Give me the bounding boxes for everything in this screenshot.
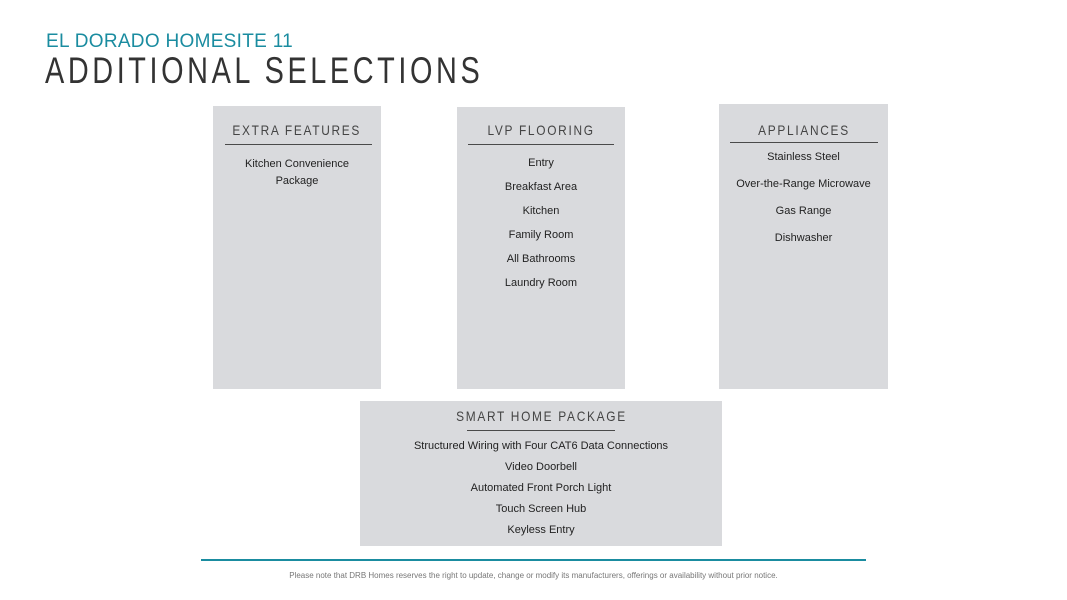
page-title: ADDITIONAL SELECTIONS: [45, 50, 484, 91]
extra-features-panel: [213, 106, 381, 389]
list-item: Breakfast Area: [504, 181, 578, 193]
smart-home-divider: [467, 430, 615, 431]
lvp-flooring-panel: [457, 107, 625, 389]
extra-features-divider: [225, 144, 372, 145]
page-subtitle: EL DORADO HOMESITE 11: [46, 31, 294, 52]
list-item: Gas Range: [775, 205, 832, 217]
list-item: Laundry Room: [504, 277, 578, 289]
lvp-flooring-heading: LVP FLOORING: [487, 122, 595, 138]
list-item: Automated Front Porch Light: [470, 482, 612, 494]
list-item: Family Room: [508, 229, 574, 241]
list-item: All Bathrooms: [506, 253, 576, 265]
list-item: Dishwasher: [774, 232, 833, 244]
list-item: Touch Screen Hub: [495, 503, 587, 515]
list-item: Keyless Entry: [507, 524, 575, 536]
appliances-list: [719, 144, 888, 252]
smart-home-list: [360, 436, 722, 541]
appliances-divider: [730, 142, 878, 143]
appliances-heading: APPLIANCES: [757, 122, 850, 138]
footer-divider: [201, 559, 866, 561]
smart-home-panel: [360, 401, 722, 546]
list-item: Structured Wiring with Four CAT6 Data Connections: [413, 440, 669, 452]
list-item: Kitchen: [522, 205, 560, 217]
list-item: Over-the-Range Microwave: [736, 178, 871, 190]
list-item: Video Doorbell: [505, 461, 577, 473]
appliances-panel: [719, 104, 888, 389]
list-item: Package: [275, 175, 319, 187]
list-item: Kitchen Convenience: [245, 158, 349, 170]
list-item: Entry: [528, 157, 554, 169]
extra-features-list: [213, 156, 381, 190]
extra-features-heading: EXTRA FEATURES: [232, 122, 362, 138]
footer-disclaimer: Please note that DRB Homes reserves the right to update, change or modify its manufacturers, offerings or availability without prior notice.: [289, 571, 778, 580]
smart-home-heading: SMART HOME PACKAGE: [455, 408, 627, 424]
list-item: Stainless Steel: [767, 151, 840, 163]
lvp-flooring-divider: [468, 144, 614, 145]
lvp-flooring-list: [457, 151, 625, 295]
